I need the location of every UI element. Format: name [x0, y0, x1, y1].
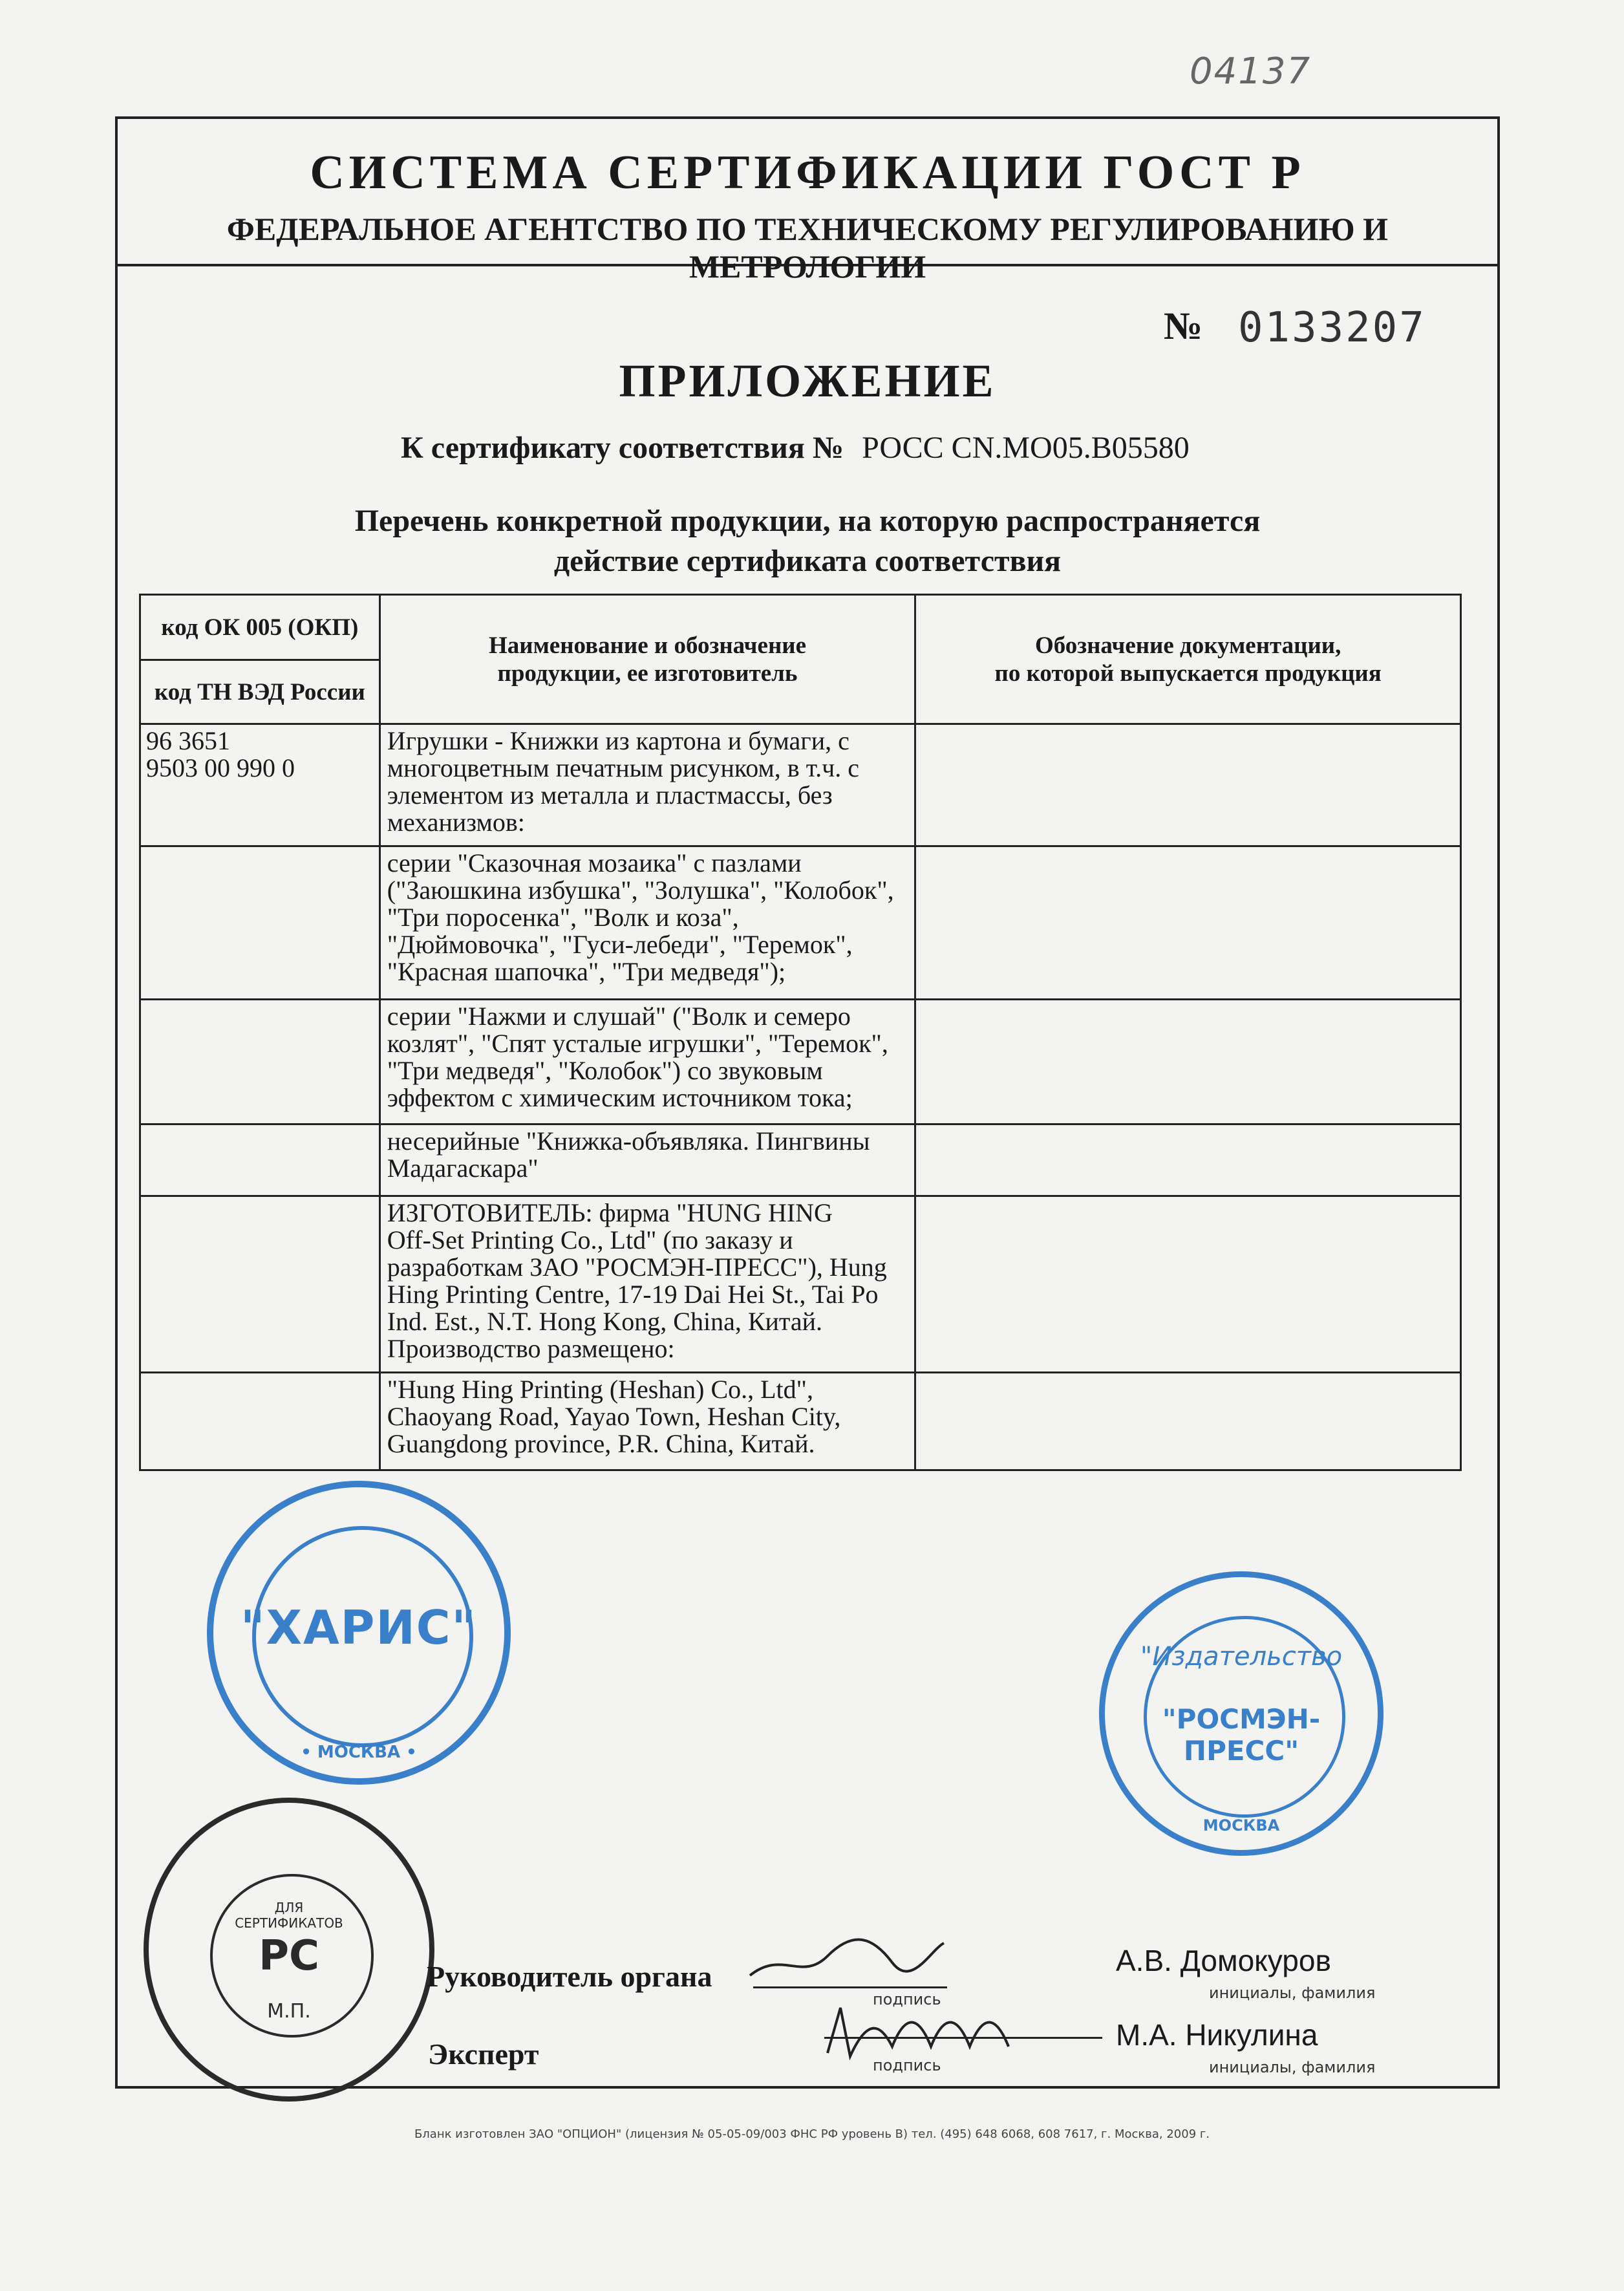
product-line: многоцветным печатным рисунком, в т.ч. с [387, 753, 860, 782]
table-row [140, 1124, 1461, 1196]
product-line: Hing Printing Centre, 17-19 Dai Hei St., Tai Po [387, 1280, 879, 1309]
header-documentation-line2: по которой выпускается продукция [994, 660, 1382, 687]
expert-name-caption: инициалы, фамилия [1209, 2058, 1376, 2076]
product-table [139, 594, 1462, 1471]
gost-r-logo: РС [259, 1932, 319, 1980]
product-line: несерийные "Книжка-объявляка. Пингвины [387, 1126, 870, 1156]
table-row [140, 1196, 1461, 1373]
system-title: СИСТЕМА СЕРТИФИКАЦИИ ГОСТ Р [310, 146, 1305, 199]
documentation-cell [915, 846, 1461, 1000]
rosmen-stamp-city: МОСКВА [1202, 1816, 1280, 1834]
okp-code: 96 3651 [146, 726, 230, 755]
table-row [140, 724, 1461, 846]
product-line: Ind. Est., N.T. Hong Kong, China, Китай. [387, 1307, 823, 1336]
rosmen-stamp-name: "РОСМЭН-ПРЕСС" [1162, 1703, 1321, 1767]
haris-stamp-city: • МОСКВА • [301, 1743, 417, 1762]
certification-organ-stamp [144, 1798, 434, 2102]
product-line: серии "Сказочная мозаика" с пазлами [387, 848, 802, 877]
codes-cell [140, 724, 380, 846]
blank-number: 0133207 [1238, 304, 1426, 352]
product-line: механизмов: [387, 808, 525, 837]
product-line: "Hung Hing Printing (Heshan) Co., Ltd", [387, 1375, 813, 1404]
header-product-name-line1: Наименование и обозначение [488, 632, 807, 659]
expert-label: Эксперт [428, 2038, 539, 2071]
product-line: Guangdong province, P.R. China, Китай. [387, 1429, 815, 1458]
rosmen-press-stamp [1099, 1571, 1384, 1856]
certificate-number: РОСС CN.MO05.B05580 [862, 431, 1190, 465]
haris-stamp [207, 1481, 511, 1785]
list-title-line-1: Перечень конкретной продукции, на которую распространяется [354, 504, 1261, 538]
head-name-caption: инициалы, фамилия [1209, 1984, 1376, 2002]
blank-printer-footer: Бланк изготовлен ЗАО "ОПЦИОН" (лицензия № 05-05-09/003 ФНС РФ уровень В) тел. (495) 648 6068, 608 7617, г. Москва, 2009 г. [414, 2127, 1210, 2141]
codes-cell [140, 846, 380, 1000]
product-line: серии "Нажми и слушай" ("Волк и семеро [387, 1002, 851, 1031]
product-line: эффектом с химическим источником тока; [387, 1083, 853, 1112]
product-line: Производство размещено: [387, 1334, 675, 1363]
agency-title: ФЕДЕРАЛЬНОЕ АГЕНТСТВО ПО ТЕХНИЧЕСКОМУ РЕГУЛИРОВАНИЮ И МЕТРОЛОГИИ [226, 211, 1389, 285]
product-line: "Дюймовочка", "Гуси-лебеди", "Теремок", [387, 930, 853, 959]
certificate-label: К сертификату соответствия № [401, 431, 844, 465]
product-line: Мадагаскара" [387, 1154, 539, 1183]
header-product-name-line2: продукции, ее изготовитель [497, 660, 798, 687]
documentation-cell [915, 1373, 1461, 1470]
product-cell [379, 1124, 915, 1196]
product-line: Off-Set Printing Co., Ltd" (по заказу и [387, 1225, 793, 1254]
product-line: "Красная шапочка", "Три медведя"); [387, 957, 786, 986]
expert-signature-caption: подпись [873, 2056, 941, 2074]
product-list-title [115, 501, 1500, 581]
header-okp-code: код ОК 005 (ОКП) [140, 595, 380, 660]
cert-stamp-caption: ДЛЯ СЕРТИФИКАТОВ [235, 1900, 343, 1931]
product-cell [379, 1196, 915, 1373]
product-line: Игрушки - Книжки из картона и бумаги, с [387, 726, 849, 755]
expert-signature-scribble [815, 1995, 1028, 2066]
number-label: № [1164, 305, 1203, 347]
handwritten-note: 04137 [1190, 50, 1312, 92]
product-cell [379, 846, 915, 1000]
list-title-line-2: действие сертификата соответствия [553, 544, 1062, 578]
table-row [140, 1373, 1461, 1470]
product-line: ИЗГОТОВИТЕЛЬ: фирма "HUNG HING [387, 1198, 833, 1227]
header-product-name [379, 595, 915, 724]
product-line: "Три поросенка", "Волк и коза", [387, 903, 739, 932]
header-documentation-line1: Обозначение документации, [1034, 632, 1341, 659]
seal-mark: М.П. [267, 2000, 311, 2023]
product-line: элементом из металла и пластмассы, без [387, 780, 833, 810]
head-signature-caption: подпись [873, 1990, 941, 2008]
codes-cell [140, 1000, 380, 1124]
product-line: "Три медведя", "Колобок") со звуковым [387, 1056, 823, 1085]
documentation-cell [915, 1196, 1461, 1373]
codes-cell [140, 1124, 380, 1196]
tnved-code: 9503 00 990 0 [146, 753, 295, 782]
codes-cell [140, 1373, 380, 1470]
product-line: козлят", "Спят усталые игрушки", "Теремок", [387, 1029, 888, 1058]
product-line: разработкам ЗАО "РОСМЭН-ПРЕСС"), Hung [387, 1253, 887, 1282]
product-line: ("Заюшкина избушка", "Золушка", "Колобок", [387, 876, 894, 905]
codes-cell [140, 1196, 380, 1373]
documentation-cell [915, 724, 1461, 846]
header-tnved-code: код ТН ВЭД России [140, 660, 380, 724]
haris-stamp-name: "ХАРИС" [240, 1600, 478, 1655]
product-cell [379, 724, 915, 846]
expert-name: М.А. Никулина [1116, 2018, 1318, 2052]
table-row [140, 1000, 1461, 1124]
appendix-title: ПРИЛОЖЕНИЕ [619, 355, 996, 407]
product-cell [379, 1373, 915, 1470]
header-documentation [915, 595, 1461, 724]
rosmen-stamp-publisher: "Издательство [1140, 1642, 1343, 1672]
documentation-cell [915, 1124, 1461, 1196]
table-row [140, 846, 1461, 1000]
table-header-row-1 [140, 595, 1461, 660]
head-signature-scribble [743, 1930, 950, 1988]
product-line: Chaoyang Road, Yayao Town, Heshan City, [387, 1402, 841, 1431]
head-name: А.В. Домокуров [1116, 1944, 1331, 1977]
product-cell [379, 1000, 915, 1124]
head-of-organ-label: Руководитель органа [427, 1960, 712, 1993]
documentation-cell [915, 1000, 1461, 1124]
certificate-reference [401, 430, 1190, 466]
